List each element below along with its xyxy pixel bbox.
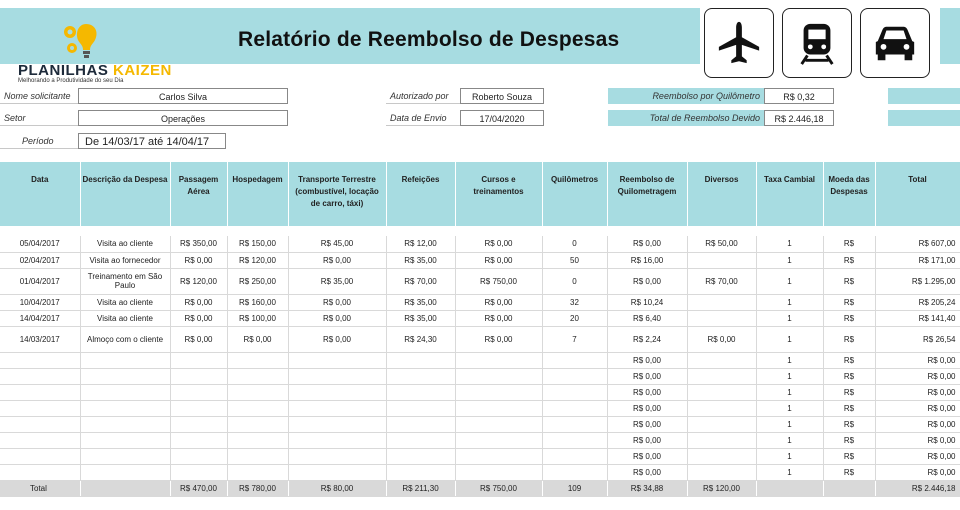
table-cell[interactable]: R$ 0,00 (875, 352, 960, 368)
table-cell[interactable]: R$ 0,00 (607, 416, 687, 432)
col-header-total: Total (875, 162, 960, 226)
table-cell[interactable] (0, 352, 80, 368)
table-row (0, 384, 960, 400)
table-cell[interactable] (0, 368, 80, 384)
spacer-row (0, 226, 960, 236)
table-cell[interactable] (170, 352, 227, 368)
table-cell[interactable]: R$ 10,24 (607, 294, 687, 310)
grand-total-cell: R$ 2.446,18 (875, 480, 960, 496)
envio-label: Data de Envio (386, 110, 460, 126)
totals-cell (823, 480, 875, 496)
table-cell[interactable]: R$ (823, 326, 875, 352)
table-cell[interactable] (227, 400, 288, 416)
table-row (0, 310, 960, 326)
table-cell[interactable] (455, 352, 542, 368)
table-cell[interactable] (288, 464, 386, 480)
col-header-passagem: Passagem Aérea (170, 162, 227, 226)
table-cell[interactable] (687, 252, 756, 268)
table-cell[interactable] (687, 416, 756, 432)
table-cell[interactable] (455, 416, 542, 432)
table-cell[interactable]: R$ 0,00 (288, 252, 386, 268)
table-cell[interactable] (687, 464, 756, 480)
train-button[interactable] (782, 8, 852, 78)
table-cell[interactable] (542, 416, 607, 432)
table-cell[interactable] (0, 416, 80, 432)
expense-table (0, 162, 960, 497)
table-cell[interactable]: R$ 150,00 (227, 236, 288, 252)
table-cell[interactable]: R$ (823, 368, 875, 384)
table-cell[interactable]: 01/04/2017 (0, 268, 80, 294)
table-cell[interactable]: 1 (756, 236, 823, 252)
col-header-data: Data (0, 162, 80, 226)
totals-cell: R$ 34,88 (607, 480, 687, 496)
airplane-button[interactable] (704, 8, 774, 78)
brand-logo: PLANILHAS KAIZEN (18, 62, 172, 79)
table-cell[interactable] (80, 432, 170, 448)
col-header-descricao: Descrição da Despesa (80, 162, 170, 226)
car-button[interactable] (860, 8, 930, 78)
table-cell[interactable] (170, 416, 227, 432)
table-cell[interactable]: 1 (756, 448, 823, 464)
table-cell[interactable]: R$ 0,00 (170, 252, 227, 268)
table-cell[interactable] (542, 368, 607, 384)
table-cell[interactable]: R$ 35,00 (386, 252, 455, 268)
table-cell[interactable]: 1 (756, 352, 823, 368)
table-cell[interactable] (386, 464, 455, 480)
table-cell[interactable]: R$ 26,54 (875, 326, 960, 352)
table-cell[interactable] (386, 384, 455, 400)
side-cell-1 (888, 88, 960, 104)
table-cell[interactable]: R$ 0,00 (455, 236, 542, 252)
table-cell[interactable]: R$ (823, 432, 875, 448)
totals-cell (80, 480, 170, 496)
table-cell[interactable]: R$ 12,00 (386, 236, 455, 252)
table-cell[interactable]: R$ 70,00 (386, 268, 455, 294)
table-cell[interactable]: R$ 0,00 (455, 326, 542, 352)
table-row (0, 326, 960, 352)
table-cell[interactable]: R$ 0,00 (875, 384, 960, 400)
table-cell[interactable] (455, 432, 542, 448)
table-cell[interactable]: 7 (542, 326, 607, 352)
table-cell[interactable]: Visita ao fornecedor (80, 252, 170, 268)
table-cell[interactable]: R$ 0,00 (875, 464, 960, 480)
table-cell[interactable] (288, 384, 386, 400)
table-cell[interactable]: R$ 24,30 (386, 326, 455, 352)
col-header-moeda: Moeda das Despesas (823, 162, 875, 226)
table-cell[interactable]: 0 (542, 236, 607, 252)
total-reembolso-field[interactable]: R$ 2.446,18 (764, 110, 834, 126)
table-cell[interactable]: R$ 0,00 (288, 294, 386, 310)
table-cell[interactable] (687, 384, 756, 400)
table-cell[interactable]: 14/03/2017 (0, 326, 80, 352)
table-cell[interactable]: R$ 171,00 (875, 252, 960, 268)
table-cell[interactable] (542, 352, 607, 368)
table-cell[interactable]: Visita ao cliente (80, 294, 170, 310)
table-cell[interactable]: R$ 160,00 (227, 294, 288, 310)
totals-cell: R$ 211,30 (386, 480, 455, 496)
table-cell[interactable] (227, 352, 288, 368)
table-cell[interactable] (80, 464, 170, 480)
table-cell[interactable]: R$ 0,00 (455, 294, 542, 310)
table-cell[interactable] (227, 464, 288, 480)
table-cell[interactable] (80, 368, 170, 384)
table-row (0, 464, 960, 480)
totals-cell: R$ 80,00 (288, 480, 386, 496)
side-cell-2 (888, 110, 960, 126)
header-banner-end (940, 8, 960, 64)
table-cell[interactable]: R$ (823, 294, 875, 310)
table-cell[interactable] (170, 464, 227, 480)
table-cell[interactable]: R$ (823, 268, 875, 294)
table-cell[interactable] (227, 368, 288, 384)
table-cell[interactable] (80, 384, 170, 400)
table-cell[interactable] (386, 368, 455, 384)
table-cell[interactable]: 1 (756, 416, 823, 432)
table-cell[interactable]: 1 (756, 384, 823, 400)
table-cell[interactable]: Visita ao cliente (80, 310, 170, 326)
table-cell[interactable]: R$ (823, 352, 875, 368)
table-cell[interactable]: R$ 0,00 (288, 326, 386, 352)
table-cell[interactable]: 1 (756, 310, 823, 326)
table-cell[interactable] (386, 400, 455, 416)
table-cell[interactable]: R$ 0,00 (170, 294, 227, 310)
totals-cell: R$ 750,00 (455, 480, 542, 496)
col-header-taxa: Taxa Cambial (756, 162, 823, 226)
table-cell[interactable]: R$ 120,00 (227, 252, 288, 268)
table-body (0, 226, 960, 480)
total-reembolso-label: Total de Reembolso Devido (608, 110, 764, 126)
table-cell[interactable]: R$ 750,00 (455, 268, 542, 294)
col-header-reembolso-km: Reembolso de Quilometragem (607, 162, 687, 226)
lightbulb-gears-icon (62, 20, 102, 62)
table-cell[interactable]: R$ 35,00 (386, 310, 455, 326)
table-cell[interactable] (455, 400, 542, 416)
col-header-diversos: Diversos (687, 162, 756, 226)
table-cell[interactable] (80, 400, 170, 416)
table-cell[interactable]: R$ 16,00 (607, 252, 687, 268)
table-cell[interactable]: R$ 0,00 (607, 432, 687, 448)
table-cell[interactable]: R$ (823, 416, 875, 432)
table-cell[interactable] (455, 384, 542, 400)
table-cell[interactable]: 1 (756, 252, 823, 268)
reembolso-km-field[interactable]: R$ 0,32 (764, 88, 834, 104)
table-cell[interactable] (386, 416, 455, 432)
table-cell[interactable] (288, 400, 386, 416)
table-cell[interactable]: 14/04/2017 (0, 310, 80, 326)
table-cell[interactable] (227, 448, 288, 464)
table-row (0, 400, 960, 416)
table-cell[interactable]: 05/04/2017 (0, 236, 80, 252)
table-cell[interactable] (455, 368, 542, 384)
table-cell[interactable]: R$ 0,00 (875, 368, 960, 384)
table-row (0, 352, 960, 368)
totals-label: Total (0, 480, 80, 496)
table-cell[interactable]: R$ 350,00 (170, 236, 227, 252)
totals-cell (756, 480, 823, 496)
table-cell[interactable]: R$ 607,00 (875, 236, 960, 252)
setor-field[interactable]: Operações (78, 110, 288, 126)
table-cell[interactable] (227, 432, 288, 448)
setor-label: Setor (0, 110, 78, 126)
table-cell[interactable] (0, 432, 80, 448)
totals-row (0, 480, 960, 496)
table-cell[interactable] (170, 384, 227, 400)
table-cell[interactable]: 50 (542, 252, 607, 268)
table-cell[interactable]: 1 (756, 400, 823, 416)
table-cell[interactable]: R$ 70,00 (687, 268, 756, 294)
table-cell[interactable]: R$ 35,00 (386, 294, 455, 310)
table-cell[interactable] (542, 384, 607, 400)
table-cell[interactable]: 32 (542, 294, 607, 310)
table-cell[interactable]: R$ (823, 448, 875, 464)
page-title: Relatório de Reembolso de Despesas (238, 28, 620, 51)
table-cell[interactable]: R$ 0,00 (607, 368, 687, 384)
table-cell[interactable] (288, 416, 386, 432)
table-cell[interactable]: R$ 0,00 (687, 326, 756, 352)
table-cell[interactable] (170, 368, 227, 384)
table-cell[interactable]: R$ 120,00 (170, 268, 227, 294)
table-cell[interactable]: 1 (756, 294, 823, 310)
table-cell[interactable]: R$ (823, 310, 875, 326)
col-header-refeicoes: Refeições (386, 162, 455, 226)
table-row (0, 236, 960, 252)
table-cell[interactable]: 1 (756, 368, 823, 384)
table-cell[interactable]: R$ 0,00 (455, 252, 542, 268)
table-cell[interactable]: R$ (823, 236, 875, 252)
table-cell[interactable] (288, 448, 386, 464)
table-cell[interactable]: R$ 2,24 (607, 326, 687, 352)
totals-cell: 109 (542, 480, 607, 496)
brand-tagline: Melhorando a Produtividade do seu Dia (18, 78, 124, 84)
table-cell[interactable] (80, 416, 170, 432)
table-cell[interactable]: R$ 141,40 (875, 310, 960, 326)
table-cell[interactable]: R$ (823, 464, 875, 480)
table-cell[interactable] (80, 448, 170, 464)
table-cell[interactable]: R$ 0,00 (170, 326, 227, 352)
table-cell[interactable]: R$ 0,00 (607, 384, 687, 400)
table-cell[interactable]: R$ 0,00 (607, 352, 687, 368)
table-cell[interactable]: R$ 0,00 (170, 310, 227, 326)
autorizado-field[interactable]: Roberto Souza (460, 88, 544, 104)
table-row (0, 268, 960, 294)
table-cell[interactable] (386, 448, 455, 464)
table-cell[interactable]: R$ 0,00 (875, 432, 960, 448)
periodo-field[interactable]: De 14/03/17 até 14/04/17 (78, 133, 226, 149)
autorizado-label: Autorizado por (386, 88, 460, 104)
table-cell[interactable] (542, 448, 607, 464)
table-cell[interactable]: R$ 0,00 (607, 268, 687, 294)
table-cell[interactable]: R$ 50,00 (687, 236, 756, 252)
table-cell[interactable] (687, 432, 756, 448)
table-cell[interactable] (288, 368, 386, 384)
table-cell[interactable] (542, 464, 607, 480)
table-cell[interactable]: R$ 100,00 (227, 310, 288, 326)
periodo-label: Período (0, 133, 78, 149)
table-cell[interactable] (170, 448, 227, 464)
totals-cell: R$ 780,00 (227, 480, 288, 496)
table-cell[interactable] (386, 432, 455, 448)
table-row (0, 448, 960, 464)
table-cell[interactable]: R$ 0,00 (607, 236, 687, 252)
car-icon (872, 20, 918, 66)
table-cell[interactable]: R$ 45,00 (288, 236, 386, 252)
table-cell[interactable]: R$ (823, 400, 875, 416)
table-cell[interactable] (170, 432, 227, 448)
table-cell[interactable]: R$ 205,24 (875, 294, 960, 310)
envio-field[interactable]: 17/04/2020 (460, 110, 544, 126)
reembolso-km-label: Reembolso por Quilômetro (608, 88, 764, 104)
table-cell[interactable]: R$ 0,00 (875, 400, 960, 416)
col-header-hospedagem: Hospedagem (227, 162, 288, 226)
table-cell[interactable]: 02/04/2017 (0, 252, 80, 268)
table-header-row (0, 162, 960, 226)
table-cell[interactable] (687, 448, 756, 464)
table-row (0, 416, 960, 432)
table-cell[interactable] (0, 464, 80, 480)
table-cell[interactable] (455, 448, 542, 464)
table-cell[interactable]: Treinamento em São Paulo (80, 268, 170, 294)
table-cell[interactable]: Almoço com o cliente (80, 326, 170, 352)
table-cell[interactable]: R$ (823, 384, 875, 400)
table-cell[interactable]: R$ 35,00 (288, 268, 386, 294)
totals-cell: R$ 120,00 (687, 480, 756, 496)
table-cell[interactable]: R$ 0,00 (607, 400, 687, 416)
table-cell[interactable] (170, 400, 227, 416)
table-cell[interactable] (542, 432, 607, 448)
table-cell[interactable]: 1 (756, 326, 823, 352)
col-header-transporte: Transporte Terrestre (combustível, locação de carro, táxi) (288, 162, 386, 226)
table-cell[interactable] (455, 464, 542, 480)
airplane-icon (716, 20, 762, 66)
table-cell[interactable] (386, 352, 455, 368)
table-cell[interactable] (80, 352, 170, 368)
table-cell[interactable] (0, 384, 80, 400)
table-cell[interactable]: R$ (823, 252, 875, 268)
table-cell[interactable] (0, 400, 80, 416)
col-header-quilometros: Quilômetros (542, 162, 607, 226)
table-row (0, 252, 960, 268)
table-cell[interactable] (687, 368, 756, 384)
table-cell[interactable]: 10/04/2017 (0, 294, 80, 310)
table-cell[interactable] (687, 352, 756, 368)
table-cell[interactable] (687, 400, 756, 416)
train-icon (794, 20, 840, 66)
solicitante-field[interactable]: Carlos Silva (78, 88, 288, 104)
table-row (0, 432, 960, 448)
table-cell[interactable] (687, 294, 756, 310)
table-cell[interactable] (288, 432, 386, 448)
table-cell[interactable]: 0 (542, 268, 607, 294)
table-cell[interactable] (227, 416, 288, 432)
totals-cell: R$ 470,00 (170, 480, 227, 496)
table-cell[interactable]: R$ 0,00 (227, 326, 288, 352)
table-cell[interactable]: R$ 0,00 (607, 464, 687, 480)
table-cell[interactable]: R$ 0,00 (607, 448, 687, 464)
table-cell[interactable] (227, 384, 288, 400)
table-cell[interactable]: 1 (756, 464, 823, 480)
table-cell[interactable] (288, 352, 386, 368)
table-cell[interactable]: R$ 250,00 (227, 268, 288, 294)
col-header-cursos: Cursos e treinamentos (455, 162, 542, 226)
table-cell[interactable]: R$ 0,00 (288, 310, 386, 326)
table-row (0, 368, 960, 384)
table-cell[interactable]: R$ 0,00 (875, 416, 960, 432)
table-cell[interactable]: Visita ao cliente (80, 236, 170, 252)
table-cell[interactable]: R$ 0,00 (455, 310, 542, 326)
table-cell[interactable] (0, 448, 80, 464)
table-cell[interactable]: R$ 1.295,00 (875, 268, 960, 294)
table-cell[interactable] (542, 400, 607, 416)
table-cell[interactable]: 20 (542, 310, 607, 326)
table-cell[interactable]: 1 (756, 432, 823, 448)
solicitante-label: Nome solicitante (0, 88, 78, 104)
table-cell[interactable] (687, 310, 756, 326)
table-row (0, 294, 960, 310)
table-cell[interactable]: R$ 6,40 (607, 310, 687, 326)
table-cell[interactable]: 1 (756, 268, 823, 294)
table-cell[interactable]: R$ 0,00 (875, 448, 960, 464)
